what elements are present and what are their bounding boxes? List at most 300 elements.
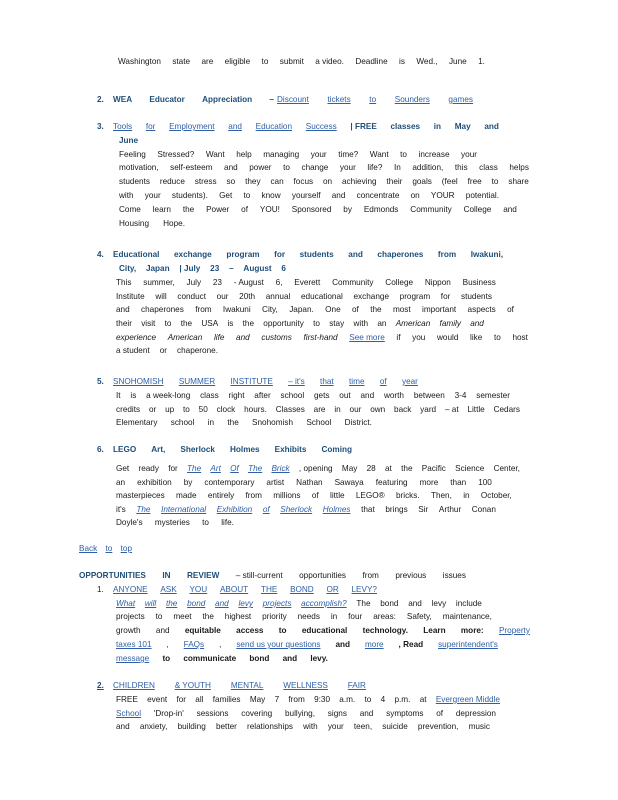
school-link[interactable]: School bbox=[116, 709, 142, 718]
word: exhibition bbox=[137, 478, 172, 487]
bond-levy-projects-link[interactable]: accomplish? bbox=[301, 599, 347, 608]
word: and bbox=[408, 599, 422, 608]
word: Wed., bbox=[416, 57, 438, 66]
heading-word: 23 bbox=[210, 264, 220, 273]
word: Cedars bbox=[493, 405, 520, 414]
text-line bbox=[116, 640, 498, 650]
text-line bbox=[116, 478, 492, 488]
item-number: 3. bbox=[97, 122, 104, 131]
tools-employment-link[interactable] bbox=[113, 122, 499, 132]
word: our bbox=[216, 292, 229, 301]
word: your bbox=[461, 150, 477, 159]
word: and bbox=[116, 305, 130, 314]
word: Sponsored bbox=[291, 205, 332, 214]
heading-word: August bbox=[243, 264, 272, 273]
word: Institute bbox=[116, 292, 145, 301]
word: increase bbox=[418, 150, 450, 159]
heading-word: OR bbox=[326, 585, 339, 594]
word: can bbox=[270, 177, 284, 186]
word: is bbox=[227, 319, 234, 328]
word: made bbox=[176, 491, 197, 500]
word: and bbox=[359, 709, 374, 718]
word: help bbox=[236, 150, 252, 159]
word: District. bbox=[344, 418, 372, 427]
art-of-brick-link[interactable]: The bbox=[248, 464, 263, 473]
word: free bbox=[467, 177, 482, 186]
word: to bbox=[283, 163, 290, 172]
word: May bbox=[249, 695, 266, 704]
link-word: to bbox=[369, 95, 377, 104]
word: – at bbox=[444, 405, 459, 414]
word: you bbox=[412, 333, 426, 342]
word: educational bbox=[300, 292, 343, 301]
property-taxes-link[interactable]: Property bbox=[498, 626, 530, 635]
heading-word: Success bbox=[305, 122, 337, 131]
word: in bbox=[330, 612, 338, 621]
word: a.m. bbox=[339, 695, 356, 704]
word: p.m. bbox=[394, 695, 411, 704]
word: share bbox=[508, 177, 529, 186]
word: City, bbox=[262, 305, 278, 314]
word: at bbox=[385, 464, 392, 473]
word: music bbox=[468, 722, 490, 731]
word: priority bbox=[262, 612, 287, 621]
heading-word: – it's bbox=[288, 377, 305, 386]
heading-word: 6 bbox=[281, 264, 286, 273]
word: Learn bbox=[423, 626, 446, 635]
word: 7 bbox=[274, 695, 280, 704]
text-line bbox=[116, 305, 514, 315]
word: American bbox=[167, 333, 203, 342]
word: it's bbox=[116, 505, 126, 514]
word: to bbox=[162, 654, 171, 663]
sherlock-exhibit-link[interactable]: Exhibition bbox=[216, 505, 253, 514]
word: 'Drop-in' bbox=[153, 709, 184, 718]
word: reduce bbox=[159, 177, 185, 186]
word: and bbox=[470, 319, 484, 328]
heading-word: CHILDREN bbox=[113, 681, 155, 690]
heading-word: MENTAL bbox=[230, 681, 264, 690]
word: to bbox=[202, 518, 209, 527]
word: masterpieces bbox=[116, 491, 165, 500]
word: conduct bbox=[177, 292, 207, 301]
word: 50 bbox=[198, 405, 208, 414]
heading-word: – still-current bbox=[235, 571, 283, 580]
word: May bbox=[341, 464, 358, 473]
bond-levy-projects-link[interactable]: What bbox=[116, 599, 136, 608]
text-line bbox=[119, 205, 517, 215]
word: levy. bbox=[310, 654, 328, 663]
heading-word: Appreciation bbox=[202, 95, 253, 104]
word: visit bbox=[141, 319, 156, 328]
heading-word: SUMMER bbox=[178, 377, 216, 386]
word: and bbox=[116, 722, 130, 731]
word: Center, bbox=[493, 464, 520, 473]
heading-word: in bbox=[433, 122, 442, 131]
word: class bbox=[479, 163, 498, 172]
heading-word: Education bbox=[255, 122, 293, 131]
word: suicide bbox=[382, 722, 408, 731]
bond-levy-projects-link[interactable]: will bbox=[144, 599, 157, 608]
word: better bbox=[215, 722, 237, 731]
punct: , bbox=[166, 640, 169, 649]
word: LEGO® bbox=[355, 491, 385, 500]
word: our bbox=[349, 405, 362, 414]
heading-word: for bbox=[145, 122, 156, 131]
word: to bbox=[243, 191, 251, 200]
word: are bbox=[201, 57, 214, 66]
word: program bbox=[399, 292, 431, 301]
text-line bbox=[116, 418, 372, 428]
art-of-brick-link[interactable]: The bbox=[187, 464, 202, 473]
heading-word: REVIEW bbox=[187, 571, 220, 580]
word: of bbox=[311, 491, 319, 500]
word: and bbox=[282, 654, 298, 663]
word: four bbox=[348, 612, 363, 621]
see-more-link[interactable]: See more bbox=[349, 333, 385, 342]
word: customs bbox=[261, 333, 292, 342]
text-line bbox=[116, 292, 492, 302]
word: Snohomish bbox=[252, 418, 294, 427]
word: important bbox=[422, 305, 457, 314]
word: , Read bbox=[398, 640, 424, 649]
word: like bbox=[470, 333, 483, 342]
word: American bbox=[395, 319, 431, 328]
word: with bbox=[303, 722, 318, 731]
word: USA bbox=[201, 319, 219, 328]
word: an bbox=[377, 319, 387, 328]
text-line bbox=[119, 177, 529, 187]
link-word: top bbox=[120, 544, 132, 553]
bond-levy-projects-link[interactable]: levy bbox=[238, 599, 254, 608]
item-number: 6. bbox=[97, 445, 104, 454]
word: summer, bbox=[143, 278, 175, 287]
word: Want bbox=[205, 150, 225, 159]
text-line bbox=[116, 654, 328, 664]
word: or bbox=[148, 405, 157, 414]
word: Washington bbox=[118, 57, 161, 66]
word: your bbox=[339, 163, 356, 172]
heading-word: exchange bbox=[173, 250, 212, 259]
word: first-hand bbox=[303, 333, 338, 342]
message-link[interactable]: message bbox=[116, 654, 150, 663]
word: Business bbox=[462, 278, 496, 287]
word: Classes bbox=[275, 405, 305, 414]
heading-word: Holmes bbox=[230, 445, 260, 454]
word: Housing bbox=[119, 219, 150, 228]
text-line bbox=[116, 722, 490, 732]
heading-word: year bbox=[401, 377, 418, 386]
word: power bbox=[249, 163, 272, 172]
text-line bbox=[119, 191, 499, 201]
word: areas: bbox=[373, 612, 396, 621]
word: Elementary bbox=[116, 418, 158, 427]
word: Hope. bbox=[163, 219, 185, 228]
item-number: 5. bbox=[97, 377, 104, 386]
heading-word: – bbox=[229, 264, 234, 273]
heading-word: Iwakuni, bbox=[470, 250, 503, 259]
art-of-brick-link[interactable]: Of bbox=[230, 464, 239, 473]
heading-word: – bbox=[269, 95, 274, 104]
heading-word: for bbox=[274, 250, 286, 259]
word: - August bbox=[233, 278, 264, 287]
back-to-top-link[interactable] bbox=[79, 544, 132, 554]
word: own bbox=[370, 405, 386, 414]
word: the bbox=[227, 418, 239, 427]
word: to bbox=[278, 626, 287, 635]
word: than bbox=[450, 478, 467, 487]
word: with bbox=[353, 319, 369, 328]
word: event bbox=[147, 695, 168, 704]
word: state bbox=[172, 57, 191, 66]
heading-word: Coming bbox=[321, 445, 352, 454]
word: the bbox=[370, 305, 382, 314]
snohomish-institute-link[interactable] bbox=[113, 377, 418, 387]
word: so bbox=[226, 177, 236, 186]
punct: , bbox=[219, 640, 222, 649]
sherlock-exhibit-link[interactable]: The bbox=[136, 505, 151, 514]
word: equitable bbox=[184, 626, 221, 635]
sherlock-exhibit-link[interactable]: Sherlock bbox=[280, 505, 313, 514]
word: worth bbox=[383, 391, 404, 400]
heading-word: classes bbox=[390, 122, 421, 131]
word: 6, bbox=[275, 278, 283, 287]
heading-word: and bbox=[228, 122, 242, 131]
word: your bbox=[310, 150, 327, 159]
word: the bbox=[182, 205, 195, 214]
word: yourself bbox=[291, 191, 321, 200]
text-line bbox=[116, 518, 234, 528]
continuation-line bbox=[118, 57, 485, 67]
heading-word: FAIR bbox=[347, 681, 366, 690]
word: of bbox=[436, 709, 444, 718]
word: bond bbox=[249, 654, 270, 663]
heading-word: WEA bbox=[113, 95, 133, 104]
evergreen-middle-link[interactable]: Evergreen Middle bbox=[435, 695, 500, 704]
word: bricks. bbox=[395, 491, 420, 500]
word: Stressed? bbox=[157, 150, 195, 159]
word: Edmonds bbox=[363, 205, 399, 214]
sherlock-exhibit-link[interactable]: International bbox=[161, 505, 207, 514]
word: highest bbox=[224, 612, 252, 621]
word: to bbox=[400, 150, 407, 159]
word: for bbox=[176, 695, 186, 704]
word: include bbox=[455, 599, 482, 608]
heading-word: LEVY? bbox=[351, 585, 377, 594]
heading-word: & YOUTH bbox=[174, 681, 211, 690]
word: entirely bbox=[207, 491, 235, 500]
send-questions-link[interactable]: send us your questions bbox=[236, 640, 321, 649]
word: of bbox=[507, 305, 514, 314]
word: artist bbox=[266, 478, 285, 487]
word: or bbox=[159, 346, 167, 355]
word: One bbox=[325, 305, 341, 314]
word: in bbox=[463, 491, 470, 500]
mental-wellness-fair-link[interactable] bbox=[113, 681, 366, 691]
word: featuring bbox=[375, 478, 408, 487]
word: opportunity bbox=[263, 319, 304, 328]
heading-word: Employment bbox=[169, 122, 215, 131]
text-line bbox=[116, 626, 530, 636]
word: needs bbox=[297, 612, 320, 621]
word: Come bbox=[119, 205, 141, 214]
word: Community bbox=[410, 205, 452, 214]
word: Arthur bbox=[438, 505, 462, 514]
bond-levy-projects-link[interactable]: projects bbox=[262, 599, 292, 608]
text-line bbox=[116, 505, 496, 515]
word: managing bbox=[263, 150, 300, 159]
word: to bbox=[493, 333, 501, 342]
heading-word: SNOHOMISH bbox=[113, 377, 164, 386]
text-line bbox=[116, 695, 500, 705]
word: potential. bbox=[465, 191, 499, 200]
word: levy bbox=[431, 599, 447, 608]
word: out bbox=[339, 391, 351, 400]
word: on bbox=[410, 191, 420, 200]
bond-levy-link[interactable] bbox=[113, 585, 377, 595]
heading-word: and bbox=[484, 122, 499, 131]
link-word: tickets bbox=[327, 95, 351, 104]
more-link[interactable]: more bbox=[364, 640, 384, 649]
sherlock-exhibit-link[interactable]: Holmes bbox=[322, 505, 351, 514]
superintendent-message-link[interactable]: superintendent's bbox=[438, 640, 498, 649]
word: 28 bbox=[366, 464, 376, 473]
heading-word: program bbox=[226, 250, 260, 259]
word: meet bbox=[173, 612, 192, 621]
word: will bbox=[155, 292, 167, 301]
word: Sawaya bbox=[334, 478, 364, 487]
word: school bbox=[170, 418, 195, 427]
item-number: 2. bbox=[97, 95, 104, 104]
word: the bbox=[202, 612, 214, 621]
word: on bbox=[323, 177, 333, 186]
word: an bbox=[116, 478, 126, 487]
word: achieving bbox=[342, 177, 377, 186]
text-line bbox=[116, 599, 482, 609]
heading-word: INSTITUTE bbox=[230, 377, 273, 386]
word: Iwakuni bbox=[222, 305, 251, 314]
word: of bbox=[351, 305, 359, 314]
word: from bbox=[195, 305, 212, 314]
link-word: Sounders bbox=[394, 95, 430, 104]
word: Get bbox=[116, 464, 130, 473]
heading-word: students bbox=[299, 250, 334, 259]
word: gets bbox=[313, 391, 330, 400]
heading-word: City, bbox=[119, 264, 137, 273]
word: all bbox=[195, 695, 204, 704]
bond-levy-projects-link[interactable]: the bbox=[165, 599, 178, 608]
heading-word: ASK bbox=[160, 585, 177, 594]
word: to bbox=[364, 695, 372, 704]
word: bullying, bbox=[284, 709, 316, 718]
word: 23 bbox=[212, 278, 222, 287]
word: students). bbox=[171, 191, 208, 200]
word: In bbox=[393, 163, 401, 172]
heading-word: YOU bbox=[189, 585, 208, 594]
word: mysteries bbox=[154, 518, 190, 527]
word: most bbox=[392, 305, 411, 314]
link-word: games bbox=[448, 95, 473, 104]
word: at bbox=[419, 695, 427, 704]
word: right bbox=[228, 391, 245, 400]
word: and bbox=[360, 391, 375, 400]
word: would bbox=[436, 333, 459, 342]
word: bond bbox=[380, 599, 399, 608]
word: is bbox=[130, 391, 137, 400]
text-line bbox=[116, 709, 496, 719]
word: ready bbox=[138, 464, 159, 473]
word: building bbox=[177, 722, 206, 731]
word: 100 bbox=[478, 478, 492, 487]
word: Power bbox=[206, 205, 230, 214]
text-line bbox=[116, 391, 510, 401]
word: by bbox=[183, 478, 193, 487]
word: and bbox=[335, 640, 351, 649]
faqs-link[interactable]: FAQs bbox=[183, 640, 205, 649]
word: teen, bbox=[353, 722, 373, 731]
item-number: 4. bbox=[97, 250, 104, 259]
word: stress bbox=[194, 177, 217, 186]
text-line bbox=[119, 163, 529, 173]
word: students bbox=[461, 292, 492, 301]
item-heading-cont: June bbox=[119, 136, 139, 145]
word: addition, bbox=[412, 163, 444, 172]
word: for bbox=[168, 464, 178, 473]
word: submit bbox=[279, 57, 304, 66]
word: the bbox=[401, 464, 413, 473]
word: The bbox=[356, 599, 371, 608]
word: from bbox=[288, 695, 305, 704]
word: technology. bbox=[362, 626, 408, 635]
heading-word: Tools bbox=[113, 122, 133, 131]
sounders-tickets-link[interactable] bbox=[277, 95, 473, 105]
text-line bbox=[116, 319, 484, 329]
text-line bbox=[116, 278, 496, 288]
word: brings bbox=[385, 505, 408, 514]
heading-word: LEGO bbox=[113, 445, 137, 454]
word: motivation, bbox=[119, 163, 159, 172]
art-of-brick-link[interactable]: Art bbox=[210, 464, 221, 473]
word: Conan bbox=[471, 505, 496, 514]
heading-word: opportunities bbox=[299, 571, 347, 580]
word: time? bbox=[338, 150, 359, 159]
bond-levy-projects-link[interactable]: bond bbox=[187, 599, 206, 608]
heading-word: ANYONE bbox=[113, 585, 148, 594]
word: your bbox=[144, 191, 161, 200]
art-of-brick-link[interactable]: Brick bbox=[271, 464, 290, 473]
word: chaperone. bbox=[177, 346, 218, 355]
word: anxiety, bbox=[139, 722, 168, 731]
word: life? bbox=[367, 163, 383, 172]
word: depression bbox=[455, 709, 496, 718]
heading-word: and bbox=[348, 250, 363, 259]
word: millions bbox=[273, 491, 301, 500]
word: is bbox=[399, 57, 405, 66]
word: Sir bbox=[418, 505, 429, 514]
word: to bbox=[155, 612, 163, 621]
sherlock-exhibit-link[interactable]: of bbox=[262, 505, 270, 514]
word: relationships bbox=[247, 722, 293, 731]
word: Then, bbox=[430, 491, 452, 500]
word: Little bbox=[467, 405, 485, 414]
heading-word: THE bbox=[260, 585, 278, 594]
heading-word: Educational bbox=[113, 250, 160, 259]
bond-levy-projects-link[interactable]: and bbox=[215, 599, 229, 608]
heading-word: of bbox=[379, 377, 387, 386]
link-word: Discount bbox=[277, 95, 309, 104]
taxes-101-link[interactable]: taxes 101 bbox=[116, 640, 152, 649]
word: 4 bbox=[380, 695, 386, 704]
